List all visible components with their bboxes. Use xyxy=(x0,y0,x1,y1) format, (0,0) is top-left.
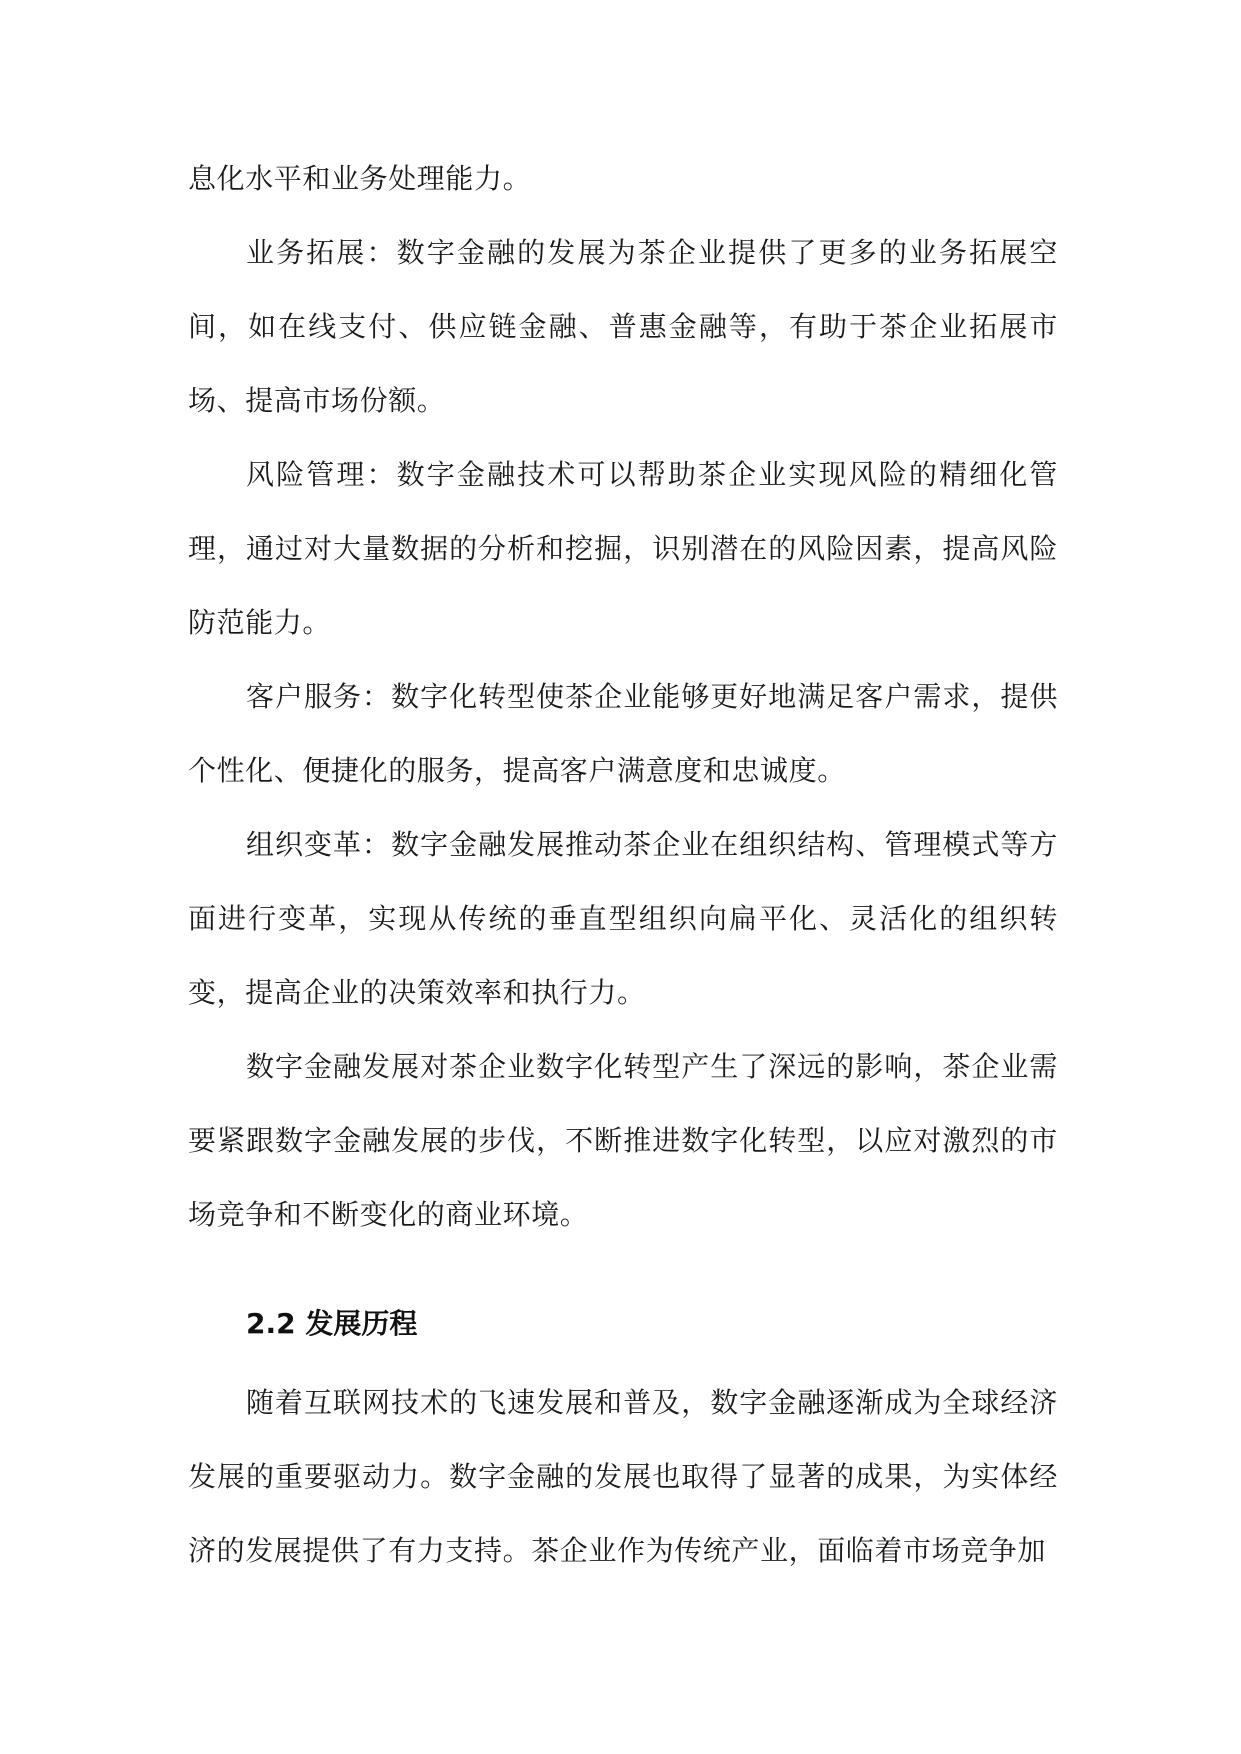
page-content xyxy=(188,142,1058,1588)
paragraph-business-expansion: 业务拓展：数字金融的发展为茶企业提供了更多的业务拓展空间，如在线支付、供应链金融、普惠金融等，有助于茶企业拓展市场、提高市场份额。 xyxy=(188,236,1058,417)
paragraph-summary: 数字金融发展对茶企业数字化转型产生了深远的影响，茶企业需要紧跟数字金融发展的步伐，不断推进数字化转型，以应对激烈的市场竞争和不断变化的商业环境。 xyxy=(188,1050,1058,1231)
paragraph-continuation: 息化水平和业务处理能力。 xyxy=(188,162,532,195)
paragraph-customer-service: 客户服务：数字化转型使茶企业能够更好地满足客户需求，提供个性化、便捷化的服务，提高客户满意度和忠诚度。 xyxy=(188,680,1058,787)
paragraph-development-history: 随着互联网技术的飞速发展和普及，数字金融逐渐成为全球经济发展的重要驱动力。数字金融的发展也取得了显著的成果，为实体经济的发展提供了有力支持。茶企业作为传统产业，面临着市场竞争加 xyxy=(188,1386,1058,1567)
section-heading: 2.2 发展历程 xyxy=(246,1307,418,1340)
paragraph-organizational-change: 组织变革：数字金融发展推动茶企业在组织结构、管理模式等方面进行变革，实现从传统的垂直型组织向扁平化、灵活化的组织转变，提高企业的决策效率和执行力。 xyxy=(188,828,1058,1009)
paragraph-risk-management: 风险管理：数字金融技术可以帮助茶企业实现风险的精细化管理，通过对大量数据的分析和挖掘，识别潜在的风险因素，提高风险防范能力。 xyxy=(188,458,1058,639)
